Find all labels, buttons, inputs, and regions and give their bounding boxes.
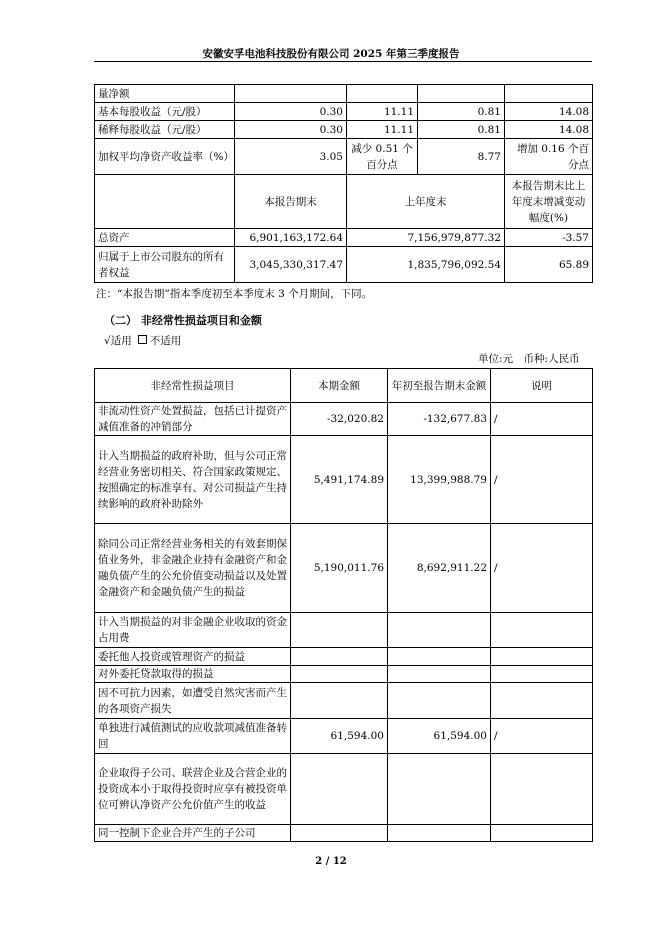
table-header-row [95,369,593,403]
table-row [95,403,593,436]
not-applicable-option: 不适用 [149,335,182,347]
cell-value: -132,677.83 [388,403,491,436]
cell-value: 61,594.00 [291,719,388,754]
column-header: 本报告期末比上年度末增减变动幅度(%) [505,175,593,229]
table-row [95,229,593,247]
cell-value: 0.81 [418,103,505,121]
column-header: 年初至报告期末金额 [388,369,491,403]
row-label: 量净额 [95,85,235,103]
item-label: 企业取得子公司、联营企业及合营企业的投资成本小于取得投资时应享有被投资单位可辨认净资产公允价值产生的收益 [95,754,291,825]
cell-value: 14.08 [505,103,593,121]
cell-value: -32,020.82 [291,403,388,436]
checkbox-icon [138,335,147,344]
cell-value: 5,491,174.89 [291,436,388,524]
table-row [95,121,593,139]
cell-value: 0.81 [418,121,505,139]
column-header: 本报告期末 [235,175,347,229]
cell-value: 13,399,988.79 [388,436,491,524]
row-label: 归属于上市公司股东的所有者权益 [95,247,235,283]
page-number: 2 / 12 [315,856,347,867]
table-row [95,139,593,175]
item-label: 非流动性资产处置损益，包括已计提资产减值准备的冲销部分 [95,403,291,436]
cell-value: 7,156,979,877.32 [347,229,505,247]
row-label: 总资产 [95,229,235,247]
cell-desc: / [491,436,593,524]
cell-value: 5,190,011.76 [291,524,388,613]
table-row [95,754,593,825]
row-label: 加权平均净资产收益率（%） [95,139,235,175]
table-row [95,247,593,283]
column-header: 本期金额 [291,369,388,403]
item-label: 除同公司正常经营业务相关的有效套期保值业务外，非金融企业持有金融资产和金融负债产生的公允价值变动损益以及处置金融资产和金融负债产生的损益 [95,524,291,613]
cell-value: 8.77 [418,139,505,175]
report-header-title: 安徽安孚电池科技股份有限公司 2025 年第三季度报告 [202,48,460,60]
item-label: 同一控制下企业合并产生的子公司 [95,825,291,842]
table-row [95,683,593,719]
table-row [95,666,593,683]
row-label: 基本每股收益（元/股） [95,103,235,121]
table-row [95,524,593,613]
header-divider [94,61,592,62]
table-row [95,436,593,524]
item-label: 因不可抗力因素，如遭受自然灾害而产生的各项资产损失 [95,683,291,719]
table-row [95,719,593,754]
column-header: 非经常性损益项目 [95,369,291,403]
item-label: 对外委托贷款取得的损益 [95,666,291,683]
cell-value: 0.30 [235,121,347,139]
table-row [95,103,593,121]
row-label: 稀释每股收益（元/股） [95,121,235,139]
cell-value: 3,045,330,317.47 [235,247,347,283]
cell-value: 0.30 [235,103,347,121]
unit-currency-line: 单位:元 币种:人民币 [478,353,580,365]
table-row [95,648,593,666]
cell-value: 6,901,163,172.64 [235,229,347,247]
table-row [95,825,593,842]
item-label: 委托他人投资或管理资产的损益 [95,648,291,666]
financial-indicators-table [94,84,593,283]
cell-desc: / [491,403,593,436]
footnote: 注：“本报告期”指本季度初至本季度末 3 个月期间，下同。 [96,288,373,300]
cell-value: 减少 0.51 个百分点 [347,139,418,175]
cell-desc: / [491,719,593,754]
cell-value: 8,692,911.22 [388,524,491,613]
cell-value: 61,594.00 [388,719,491,754]
applicability-options [104,333,181,348]
table-row [95,613,593,648]
cell-desc: / [491,524,593,613]
cell-value: 65.89 [505,247,593,283]
column-header: 说明 [491,369,593,403]
cell-value: 11.11 [347,103,418,121]
item-label: 计入当期损益的政府补助，但与公司正常经营业务密切相关、符合国家政策规定、按照确定的标准享有、对公司损益产生持续影响的政府补助除外 [95,436,291,524]
table-subheader-row [95,175,593,229]
cell-value: 11.11 [347,121,418,139]
section-title: （二） 非经常性损益项目和金额 [104,314,262,327]
column-header: 上年度末 [347,175,505,229]
cell-value: 14.08 [505,121,593,139]
cell-value: 3.05 [235,139,347,175]
applicable-option: √适用 [104,335,132,347]
cell-value: 增加 0.16 个百分点 [505,139,593,175]
non-recurring-items-table [94,368,593,842]
item-label: 计入当期损益的对非金融企业收取的资金占用费 [95,613,291,648]
table-row [95,85,593,103]
cell-value: -3.57 [505,229,593,247]
item-label: 单独进行减值测试的应收款项减值准备转回 [95,719,291,754]
cell-value: 1,835,796,092.54 [347,247,505,283]
